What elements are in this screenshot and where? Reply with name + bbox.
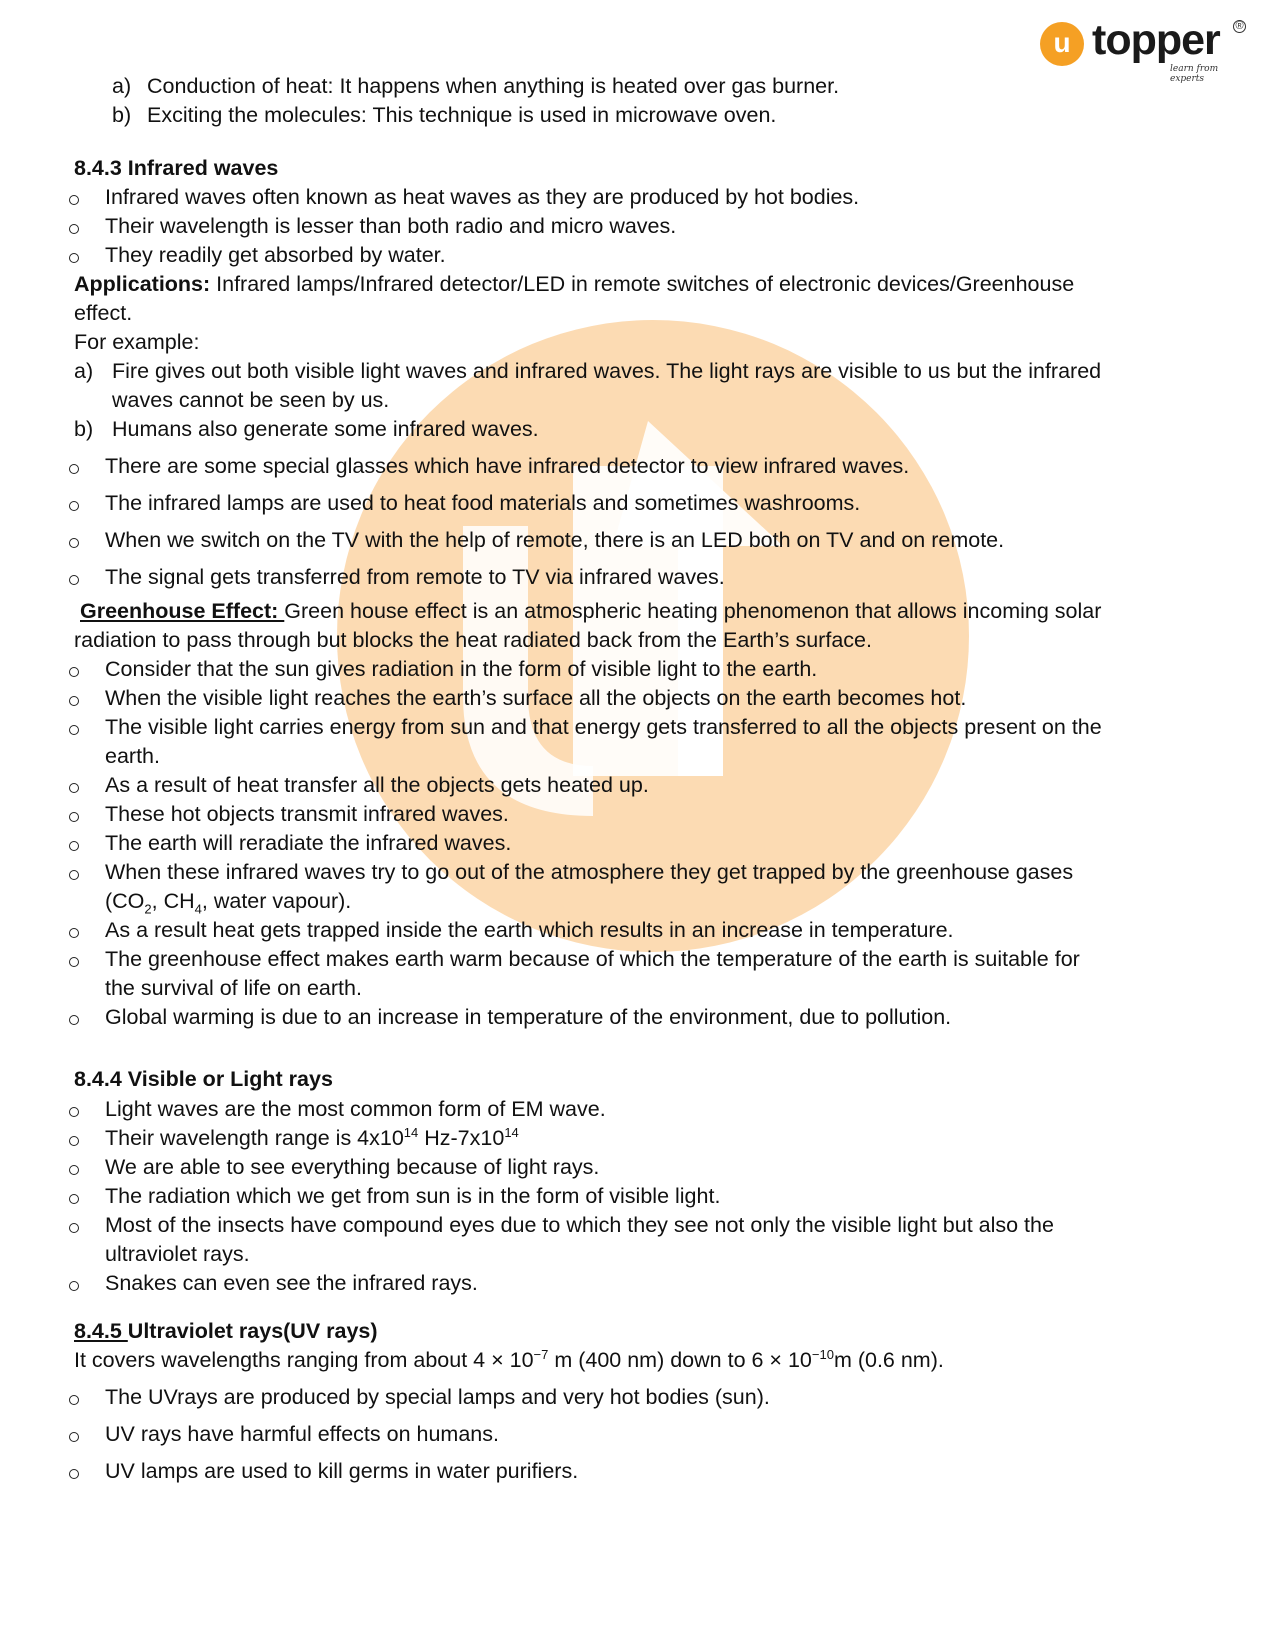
bullet-icon <box>69 1194 79 1204</box>
list-item <box>105 1124 519 1152</box>
bullet-icon <box>69 667 79 677</box>
list-item-continued <box>105 887 351 915</box>
greenhouse-label: Greenhouse Effect: <box>80 599 285 623</box>
list-item: Global warming is due to an increase in temperature of the environment, due to pollution. <box>105 1005 952 1029</box>
list-item: When we switch on the TV with the help of remote, there is an LED both on TV and on remote. <box>105 528 1005 552</box>
bullet-icon <box>69 725 79 735</box>
list-item: The visible light carries energy from sun and that energy gets transferred to all the objects present on the <box>105 715 1102 739</box>
brand-logo <box>1040 16 1244 84</box>
section-title: Ultraviolet rays(UV rays) <box>127 1319 378 1343</box>
list-item-continued: earth. <box>105 744 160 768</box>
section-heading: 8.4.3 Infrared waves <box>74 156 279 180</box>
bullet-icon <box>69 783 79 793</box>
bullet-icon <box>69 1432 79 1442</box>
applications-text: Infrared lamps/Infrared detector/LED in remote switches of electronic devices/Greenhouse <box>210 272 1075 296</box>
bullet-icon <box>69 928 79 938</box>
list-item: As a result heat gets trapped inside the earth which results in an increase in temperature. <box>105 918 954 942</box>
bullet-icon <box>69 1223 79 1233</box>
bullet-icon <box>69 1395 79 1405</box>
list-item: The signal gets transferred from remote to TV via infrared waves. <box>105 565 725 589</box>
list-item: Consider that the sun gives radiation in the form of visible light to the earth. <box>105 657 818 681</box>
list-item: We are able to see everything because of light rays. <box>105 1155 600 1179</box>
superscript: 14 <box>504 1124 519 1140</box>
list-item-continued: ultraviolet rays. <box>105 1242 250 1266</box>
bullet-icon <box>69 1136 79 1146</box>
bullet-icon <box>69 870 79 880</box>
bullet-icon <box>69 1015 79 1025</box>
list-item: There are some special glasses which have infrared detector to view infrared waves. <box>105 454 910 478</box>
bullet-icon <box>69 841 79 851</box>
list-item: Fire gives out both visible light waves and infrared waves. The light rays are visible to us but the infrared <box>112 359 1102 383</box>
list-item: UV lamps are used to kill germs in water purifiers. <box>105 1459 579 1483</box>
list-item: The radiation which we get from sun is in the form of visible light. <box>105 1184 721 1208</box>
paragraph-line: effect. <box>74 301 133 325</box>
list-item: Conduction of heat: It happens when anything is heated over gas burner. <box>147 74 840 98</box>
formula-text: (CO <box>105 889 145 913</box>
list-item: Infrared waves often known as heat waves as they are produced by hot bodies. <box>105 185 860 209</box>
bullet-icon <box>69 253 79 263</box>
list-item: When the visible light reaches the earth’s surface all the objects on the earth becomes hot. <box>105 686 967 710</box>
example-label: For example: <box>74 330 200 354</box>
bullet-icon <box>69 1281 79 1291</box>
applications-label: Applications: <box>74 272 211 296</box>
logo-wordmark: topper <box>1092 16 1220 64</box>
list-marker: a) <box>74 359 94 383</box>
list-item: When these infrared waves try to go out of the atmosphere they get trapped by the greenhouse gases <box>105 860 1074 884</box>
subscript: 2 <box>144 901 152 917</box>
bullet-icon <box>69 957 79 967</box>
superscript: 14 <box>403 1124 419 1140</box>
superscript: −10 <box>811 1346 834 1362</box>
list-item: They readily get absorbed by water. <box>105 243 446 267</box>
bullet-icon <box>69 224 79 234</box>
section-heading <box>74 1317 378 1345</box>
formula-text: , CH <box>151 889 195 913</box>
text-run: m (400 nm) down to 6 × 10 <box>548 1348 812 1372</box>
list-item: The UVrays are produced by special lamps and very hot bodies (sun). <box>105 1385 770 1409</box>
greenhouse-paragraph <box>80 597 1101 625</box>
bullet-icon <box>69 1165 79 1175</box>
bullet-icon <box>69 812 79 822</box>
bullet-icon <box>69 501 79 511</box>
bullet-icon <box>69 538 79 548</box>
list-item-continued: waves cannot be seen by us. <box>112 388 390 412</box>
list-item: The earth will reradiate the infrared waves. <box>105 831 512 855</box>
bullet-icon <box>69 195 79 205</box>
list-item: The greenhouse effect makes earth warm because of which the temperature of the earth is suitable for <box>105 947 1080 971</box>
logo-mark-icon: u <box>1040 22 1084 66</box>
list-item: UV rays have harmful effects on humans. <box>105 1422 499 1446</box>
registered-mark: ® <box>1233 20 1246 33</box>
list-item: As a result of heat transfer all the objects gets heated up. <box>105 773 649 797</box>
paragraph-line: radiation to pass through but blocks the heat radiated back from the Earth’s surface. <box>74 628 872 652</box>
bullet-icon <box>69 1107 79 1117</box>
applications-paragraph <box>74 270 1074 298</box>
section-heading: 8.4.4 Visible or Light rays <box>74 1067 333 1091</box>
bullet-icon <box>69 696 79 706</box>
text-run: Their wavelength range is 4x10 <box>105 1126 404 1150</box>
bullet-icon <box>69 575 79 585</box>
list-item: Exciting the molecules: This technique is used in microwave oven. <box>147 103 777 127</box>
bullet-icon <box>69 464 79 474</box>
text-run: It covers wavelengths ranging from about 4 × 10 <box>74 1348 534 1372</box>
paragraph-line <box>74 1346 944 1374</box>
list-item-continued: the survival of life on earth. <box>105 976 362 1000</box>
greenhouse-definition: Green house effect is an atmospheric heating phenomenon that allows incoming solar <box>284 599 1102 623</box>
superscript: −7 <box>533 1346 549 1362</box>
text-run: Hz-7x10 <box>418 1126 505 1150</box>
list-item: Their wavelength is lesser than both radio and micro waves. <box>105 214 677 238</box>
text-run: m (0.6 nm). <box>833 1348 944 1372</box>
formula-text: , water vapour). <box>201 889 352 913</box>
section-number: 8.4.5 <box>74 1319 128 1343</box>
list-item: The infrared lamps are used to heat food materials and sometimes washrooms. <box>105 491 861 515</box>
list-marker: b) <box>112 103 132 127</box>
list-item: These hot objects transmit infrared waves. <box>105 802 509 826</box>
logo-tagline: learn from experts <box>1170 64 1219 84</box>
bullet-icon <box>69 1469 79 1479</box>
list-item: Light waves are the most common form of EM wave. <box>105 1097 606 1121</box>
list-item: Humans also generate some infrared waves. <box>112 417 539 441</box>
list-item: Most of the insects have compound eyes due to which they see not only the visible light but also the <box>105 1213 1054 1237</box>
subscript: 4 <box>194 901 202 917</box>
list-item: Snakes can even see the infrared rays. <box>105 1271 478 1295</box>
list-marker: a) <box>112 74 132 98</box>
list-marker: b) <box>74 417 94 441</box>
